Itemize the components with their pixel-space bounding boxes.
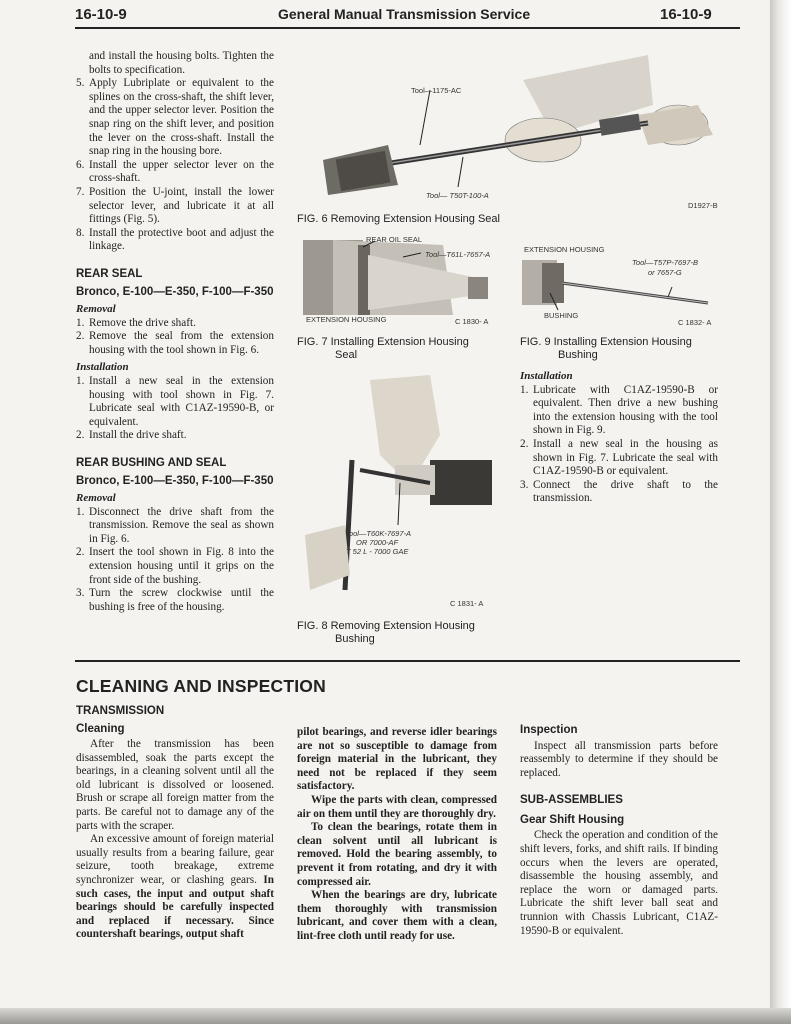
install-step-2: 2. Install the drive shaft. [76, 429, 187, 442]
fig7-photo [303, 235, 493, 325]
fig8-caption: FIG. 8 Removing Extension Housing Bushing [297, 620, 475, 645]
cleaning-col-3 [520, 724, 718, 938]
right-step-2: 2. Install a new seal in the housing as shown in Fig. 7. Lubricate the seal with C1AZ-19590-B or equivalent. [520, 437, 718, 478]
removal-step-2: 2. Remove the seal from the extension housing with the tool shown in Fig. 6. [76, 330, 274, 356]
fig7-code: C 1830- A [455, 317, 489, 326]
cleaning-col2-p2: Wipe the parts with clean, compressed air on them until they are thoroughly dry. [297, 793, 497, 820]
step-8: 8. Install the protective boot and adjust the linkage. [76, 226, 274, 253]
gear-shift-heading: Gear Shift Housing [520, 813, 625, 826]
installation-label: Installation [76, 361, 129, 374]
fig6-photo [318, 45, 738, 215]
cleaning-title: CLEANING AND INSPECTION [76, 676, 326, 696]
bushing-step-2: 2. Insert the tool shown in Fig. 8 into the extension housing until it grips on the front side of the bushing. [76, 546, 274, 586]
step-6: 6. Install the upper selector lever on the cross-shaft. [76, 158, 274, 185]
cleaning-col2-p3: To clean the bearings, rotate them in clean solvent until all lubricant is removed. Hold the bearing assembly, to prevent it from rotating, and dry it with compressed air. [297, 821, 497, 888]
bushing-step-3: 3. Turn the screw clockwise until the bushing is free of the housing. [76, 587, 274, 613]
bushing-heading: REAR BUSHING AND SEAL [76, 456, 227, 469]
fig7-tool: Tool—T61L-7657-A [425, 250, 491, 259]
fig8-tool-line1: Tool—T60K-7697-A [345, 529, 412, 538]
inspection-heading: Inspection [520, 724, 578, 736]
step-7: 7. Position the U-joint, install the lower selector lever, and lubricate it at all fittings (Fig. 5). [76, 185, 274, 226]
page-header-title: General Manual Transmission Service [278, 6, 531, 22]
bushing-models: Bronco, E-100—E-350, F-100—F-350 [76, 474, 274, 487]
cleaning-p1: After the transmission has been disassembled, soak the parts except the bearings, in a cleaning solvent until all the old lubricant is dissolved or loosened. Brush or scrape all foreign matter from the parts. Be careful not to damage any of the parts with the scraper. [76, 738, 274, 832]
page-bottom-shadow [0, 1008, 791, 1024]
fig9-tool-line1: Tool—T57P-7697-B [632, 258, 699, 267]
page-edge [770, 0, 791, 1024]
fig9-tool-line2: or 7657-G [648, 268, 682, 277]
cleaning-col2-p4: When the bearings are dry, lubricate them thoroughly with transmission lubricant, and cover them with a clean, lint-free cloth until ready for use. [297, 889, 497, 942]
removal-label: Removal [76, 303, 116, 315]
cleaning-p2: An excessive amount of foreign material usually results from a bearing failure, gear seizure, tooth breakage, extreme synchronizer wear, or clashing gears. In such cases, the input and output shaft bearings should be carefully inspected and replaced if necessary. Since countershaft bearings, output shaft [76, 833, 274, 941]
fig7-caption: FIG. 7 Installing Extension Housing Seal [297, 336, 469, 361]
subassemblies-heading: SUB-ASSEMBLIES [520, 794, 623, 807]
fig8-photo [300, 375, 492, 595]
left-column [76, 50, 274, 614]
fig9-ext-housing: EXTENSION HOUSING [524, 245, 605, 254]
removal-step-1: 1. Remove the drive shaft. [76, 316, 196, 329]
intro-text: and install the housing bolts. Tighten the bolts to specification. [89, 50, 274, 76]
cleaning-col-1 [76, 705, 274, 942]
fig9-bushing: BUSHING [544, 311, 579, 320]
fig6-tool-b: Tool— T50T-100-A [426, 191, 489, 200]
fig6-tool-a: Tool—1175-AC [411, 86, 462, 95]
header-rule [75, 27, 740, 29]
transmission-heading: TRANSMISSION [76, 705, 165, 717]
fig7-ext-housing: EXTENSION HOUSING [306, 315, 387, 324]
cleaning-col2-p1: pilot bearings, and reverse idler bearings are not so susceptible to damage from foreign material in the lubricant, they need not be replaced if they seem satisfactory. [297, 726, 497, 793]
fig8-housing [430, 460, 492, 505]
bushing-step-1: 1. Disconnect the drive shaft from the transmission. Remove the seal as shown in Fig. 6. [76, 505, 274, 545]
gear-shift-p1: Check the operation and condition of the shift levers, forks, and shift rails. If binding occurs when the levers are operated, disassemble the housing assembly, and replace the worn or damaged parts. Lubricate the shift lever ball seat and trunnion with Chassis Lubricant, C1AZ-19590-B or equivalent. [520, 829, 718, 937]
page-number-right: 16-10-9 [660, 6, 712, 23]
page-number-left: 16-10-9 [75, 6, 127, 23]
right-step-1: 1. Lubricate with C1AZ-19590-B or equivalent. Then drive a new bushing into the extension housing with the tool shown in Fig. 9. [520, 383, 718, 437]
right-installation-label: Installation [520, 370, 573, 382]
right-column [520, 370, 718, 506]
fig6-code: D1927-B [688, 201, 718, 210]
cleaning-heading: Cleaning [76, 722, 125, 735]
fig8-code: C 1831- A [450, 599, 484, 608]
fig8-tool-line2: OR 7000-AF [356, 538, 399, 547]
step-5: 5. Apply Lubriplate or equivalent to the splines on the cross-shaft, the shift lever, and the upper selector lever. Position the snap ring on the shift lever, and position the lever on the cross-shaft. Install the snap ring in the housing bore. [76, 77, 274, 158]
fig8-tool-line3: T 52 L - 7000 GAE [346, 547, 409, 556]
fig6-caption: FIG. 6 Removing Extension Housing Seal [297, 213, 500, 225]
fig7-rear-oil-seal: REAR OIL SEAL [366, 235, 422, 244]
fig9-caption: FIG. 9 Installing Extension Housing Bushing [520, 336, 692, 361]
rear-seal-models: Bronco, E-100—E-350, F-100—F-350 [76, 285, 274, 298]
right-step-3: 3. Connect the drive shaft to the transmission. [520, 478, 718, 505]
cleaning-col-2 [297, 726, 497, 944]
inspection-p1: Inspect all transmission parts before reassembly to determine if they should be replaced. [520, 739, 718, 779]
fig9-code: C 1832- A [678, 318, 712, 327]
bushing-removal-label: Removal [76, 492, 116, 505]
install-step-1: 1. Install a new seal in the extension housing with tool shown in Fig. 7. Lubricate seal with C1AZ-19590-B, or equivalent. [76, 374, 274, 428]
rear-seal-heading: REAR SEAL [76, 267, 143, 280]
section-rule [75, 660, 740, 662]
